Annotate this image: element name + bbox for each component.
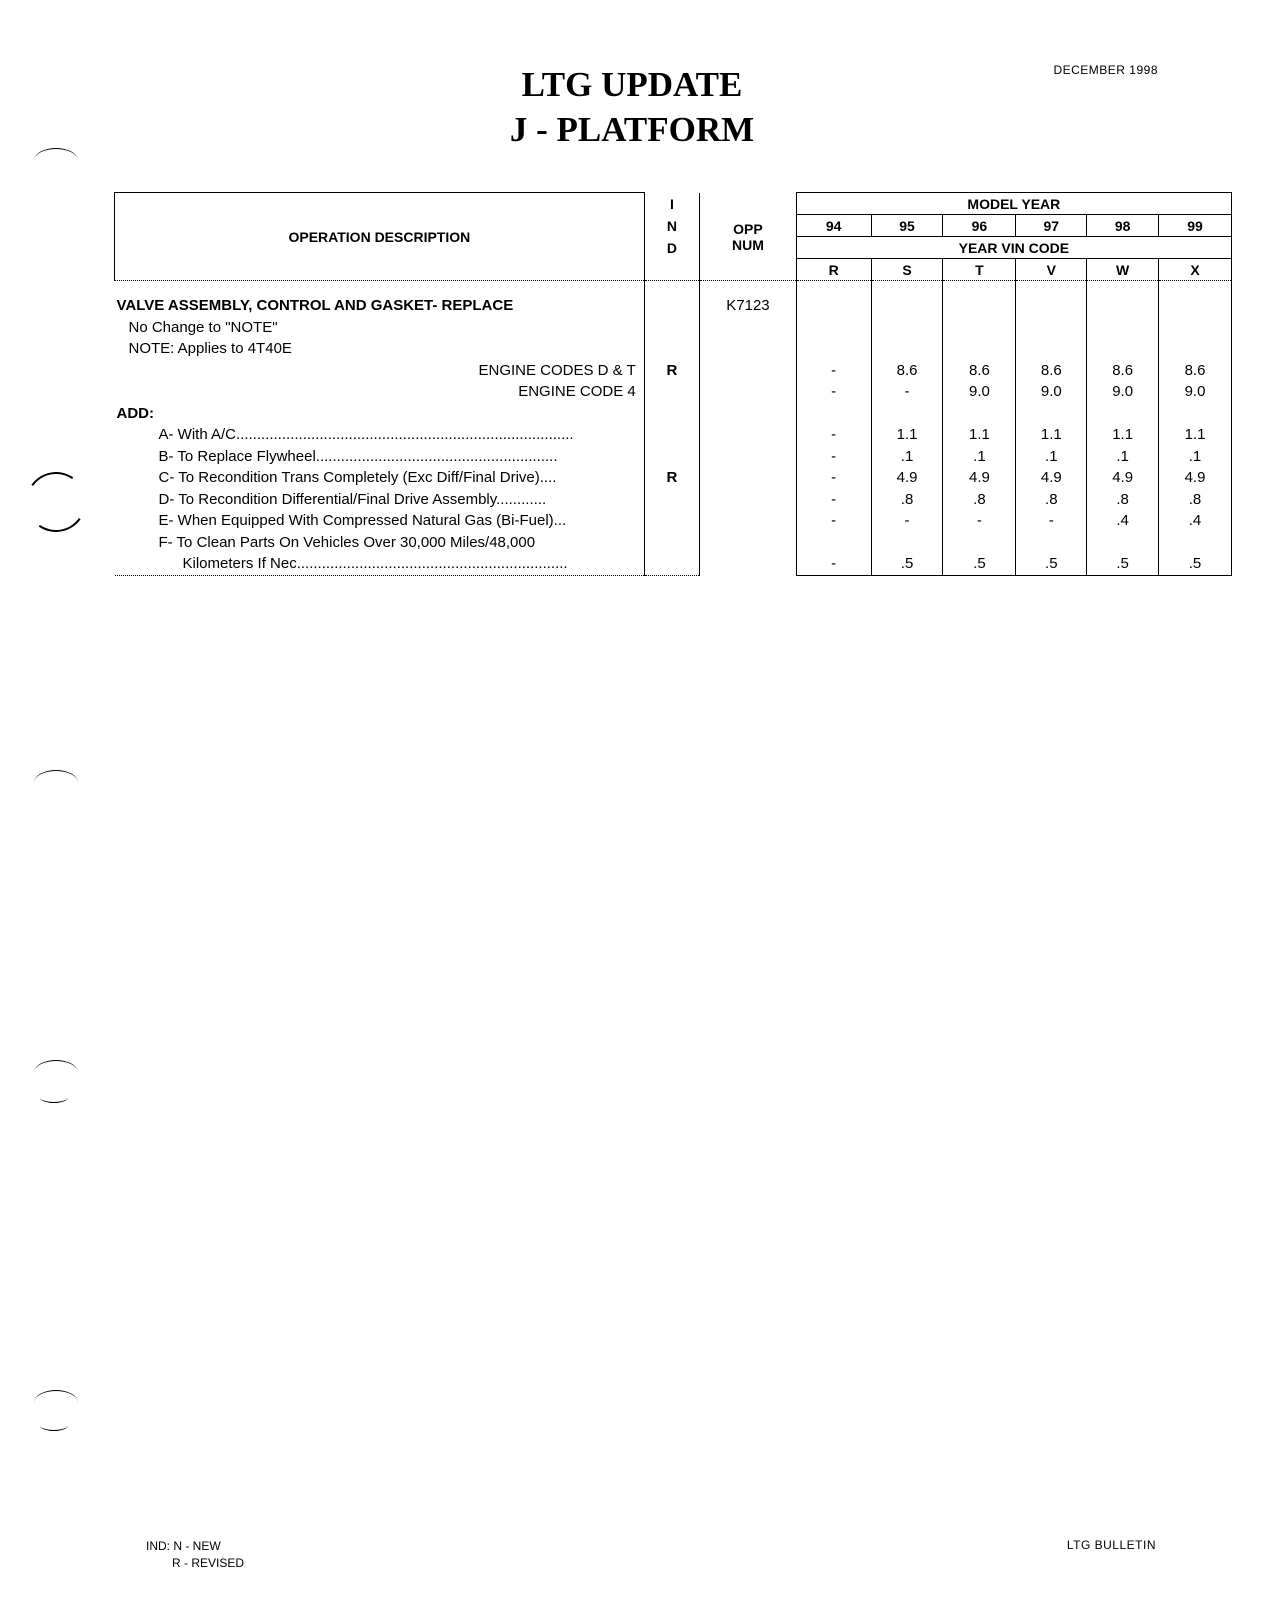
row-label: E- When Equipped With Compressed Natural Gas (Bi-Fuel)... bbox=[115, 510, 645, 532]
header-vin-v: V bbox=[1016, 259, 1087, 281]
bulletin-label: LTG BULLETIN bbox=[1066, 1538, 1156, 1552]
page-title bbox=[0, 62, 1264, 152]
labor-time-table bbox=[114, 192, 1232, 576]
cell-value: - bbox=[796, 467, 871, 489]
row-label: D- To Recondition Differential/Final Drive Assembly............ bbox=[115, 489, 645, 511]
cell-value: .5 bbox=[1159, 553, 1232, 575]
table-row bbox=[115, 424, 1232, 446]
operation-note: No Change to "NOTE" bbox=[115, 317, 645, 339]
cell-value: - bbox=[796, 424, 871, 446]
cell-value: .1 bbox=[943, 446, 1016, 468]
cell-value: .8 bbox=[1159, 489, 1232, 511]
row-label: ENGINE CODES D & T bbox=[115, 360, 645, 382]
header-year-95: 95 bbox=[871, 215, 943, 237]
header-opp: OPP bbox=[700, 193, 797, 237]
table-row bbox=[115, 381, 1232, 403]
row-label: B- To Replace Flywheel.......................................................... bbox=[115, 446, 645, 468]
header-ind-d: D bbox=[644, 237, 699, 259]
cell-value: .8 bbox=[871, 489, 943, 511]
binder-hole-mark bbox=[40, 1092, 68, 1103]
cell-value: 9.0 bbox=[943, 381, 1016, 403]
cell-value: 8.6 bbox=[943, 360, 1016, 382]
header-year-99: 99 bbox=[1159, 215, 1232, 237]
header-ind-spacer bbox=[644, 259, 699, 281]
header-model-year: MODEL YEAR bbox=[796, 193, 1231, 215]
cell-value: - bbox=[796, 553, 871, 575]
header-vin-s: S bbox=[871, 259, 943, 281]
cell-value: 8.6 bbox=[1159, 360, 1232, 382]
cell-value: 1.1 bbox=[1159, 424, 1232, 446]
operation-title: VALVE ASSEMBLY, CONTROL AND GASKET- REPLACE bbox=[115, 295, 645, 317]
table-row bbox=[115, 489, 1232, 511]
cell-value: 9.0 bbox=[1159, 381, 1232, 403]
cell-value: - bbox=[796, 446, 871, 468]
table-row bbox=[115, 360, 1232, 382]
header-num: NUM bbox=[700, 237, 797, 281]
cell-value: 4.9 bbox=[1087, 467, 1159, 489]
header-vin-w: W bbox=[1087, 259, 1159, 281]
row-label: ENGINE CODE 4 bbox=[115, 381, 645, 403]
cell-value: .1 bbox=[1016, 446, 1087, 468]
cell-value: .4 bbox=[1087, 510, 1159, 532]
row-label: A- With A/C................................................................................. bbox=[115, 424, 645, 446]
cell-value: .8 bbox=[1087, 489, 1159, 511]
row-label: C- To Recondition Trans Completely (Exc Diff/Final Drive).... bbox=[115, 467, 645, 489]
cell-value: 1.1 bbox=[871, 424, 943, 446]
ind-legend-revised: R - REVISED bbox=[172, 1556, 245, 1570]
ind-legend bbox=[146, 1538, 244, 1572]
row-ind bbox=[644, 381, 699, 403]
table-row bbox=[115, 446, 1232, 468]
row-ind: R bbox=[644, 467, 699, 489]
cell-value: .1 bbox=[1087, 446, 1159, 468]
header-operation-description: OPERATION DESCRIPTION bbox=[115, 193, 645, 281]
cell-value: 8.6 bbox=[1087, 360, 1159, 382]
table-row bbox=[115, 510, 1232, 532]
cell-value: - bbox=[871, 381, 943, 403]
add-label: ADD: bbox=[115, 403, 645, 425]
header-year-98: 98 bbox=[1087, 215, 1159, 237]
cell-value: .1 bbox=[1159, 446, 1232, 468]
ind-legend-new: IND: N - NEW bbox=[146, 1539, 221, 1553]
row-label: F- To Clean Parts On Vehicles Over 30,000 Miles/48,000 bbox=[115, 532, 645, 554]
cell-value: .5 bbox=[1016, 553, 1087, 575]
cell-value: 9.0 bbox=[1016, 381, 1087, 403]
cell-value: - bbox=[796, 360, 871, 382]
cell-value: - bbox=[796, 489, 871, 511]
binder-hole-mark bbox=[34, 770, 78, 795]
table-row bbox=[115, 467, 1232, 489]
cell-value: 1.1 bbox=[1016, 424, 1087, 446]
header-year-94: 94 bbox=[796, 215, 871, 237]
binder-hole-mark bbox=[21, 467, 91, 537]
cell-value: 4.9 bbox=[1016, 467, 1087, 489]
cell-value: .5 bbox=[1087, 553, 1159, 575]
cell-value: .5 bbox=[943, 553, 1016, 575]
cell-value: - bbox=[871, 510, 943, 532]
cell-value: - bbox=[796, 381, 871, 403]
cell-value: 4.9 bbox=[1159, 467, 1232, 489]
header-year-vin-code: YEAR VIN CODE bbox=[796, 237, 1231, 259]
cell-value: .4 bbox=[1159, 510, 1232, 532]
cell-value: - bbox=[943, 510, 1016, 532]
binder-hole-mark bbox=[34, 1060, 78, 1085]
cell-value: 8.6 bbox=[871, 360, 943, 382]
binder-hole-mark bbox=[34, 148, 78, 173]
cell-value: 1.1 bbox=[943, 424, 1016, 446]
header-vin-r: R bbox=[796, 259, 871, 281]
header-ind-n: N bbox=[644, 215, 699, 237]
cell-value: .8 bbox=[943, 489, 1016, 511]
cell-value: 1.1 bbox=[1087, 424, 1159, 446]
header-year-97: 97 bbox=[1016, 215, 1087, 237]
cell-value: 9.0 bbox=[1087, 381, 1159, 403]
binder-hole-mark bbox=[34, 1390, 78, 1415]
binder-hole-mark bbox=[40, 1420, 68, 1431]
cell-value: - bbox=[1016, 510, 1087, 532]
row-ind bbox=[644, 489, 699, 511]
row-label: Kilometers If Nec................................................................. bbox=[115, 553, 645, 575]
row-ind bbox=[644, 510, 699, 532]
header-year-96: 96 bbox=[943, 215, 1016, 237]
header-vin-t: T bbox=[943, 259, 1016, 281]
opp-num: K7123 bbox=[700, 295, 797, 317]
title-line-2: J - PLATFORM bbox=[509, 110, 755, 149]
cell-value: - bbox=[796, 510, 871, 532]
title-line-1: LTG UPDATE bbox=[521, 65, 743, 104]
cell-value: 8.6 bbox=[1016, 360, 1087, 382]
bulletin-date: DECEMBER 1998 bbox=[1053, 63, 1158, 77]
cell-value: 4.9 bbox=[871, 467, 943, 489]
row-ind bbox=[644, 424, 699, 446]
row-ind bbox=[644, 446, 699, 468]
cell-value: 4.9 bbox=[943, 467, 1016, 489]
cell-value: .8 bbox=[1016, 489, 1087, 511]
operation-note: NOTE: Applies to 4T40E bbox=[115, 338, 645, 360]
table-row bbox=[115, 553, 1232, 575]
cell-value: .5 bbox=[871, 553, 943, 575]
header-vin-x: X bbox=[1159, 259, 1232, 281]
cell-value: .1 bbox=[871, 446, 943, 468]
row-ind: R bbox=[644, 360, 699, 382]
header-ind-i: I bbox=[644, 193, 699, 215]
